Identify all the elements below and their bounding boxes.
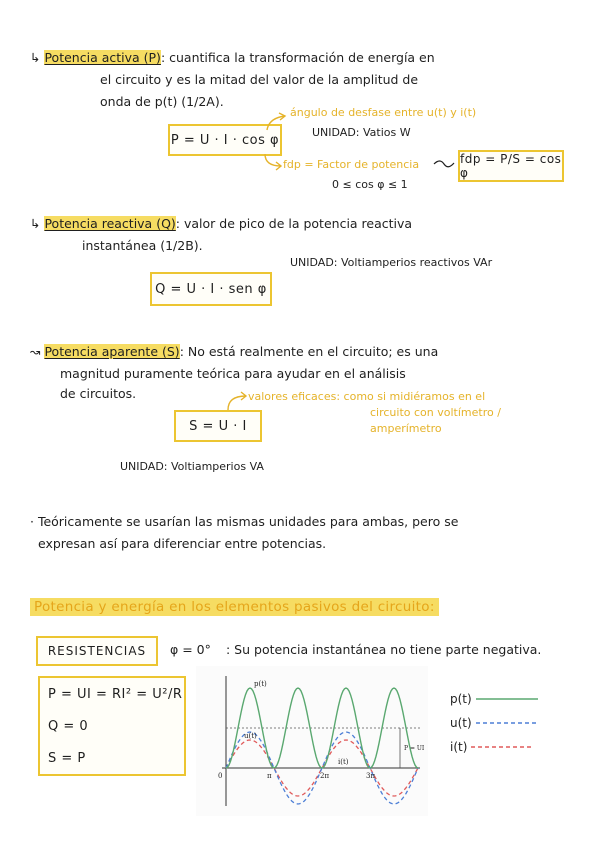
s2-formula-box	[150, 272, 272, 306]
s3-eff-note2: circuito con voltímetro /	[370, 406, 501, 419]
s2-unit: UNIDAD: Voltiamperios reactivos VAr	[290, 256, 493, 269]
s3-line1	[30, 344, 438, 359]
s1-line3: onda de p(t) (1/2A).	[100, 94, 224, 109]
legend-u-label: u(t)	[450, 716, 472, 730]
s4-phi: φ = 0°	[170, 642, 211, 657]
s3-formula-box	[174, 410, 262, 442]
graph-label-u: u(t)	[244, 732, 257, 740]
graph-tick-3pi: 3π	[366, 772, 376, 780]
s4-formulas-box	[38, 676, 186, 776]
graph-label-p: p(t)	[254, 680, 267, 688]
s1-term: Potencia activa (P)	[44, 50, 161, 65]
s1-fdp-box	[458, 150, 564, 182]
s1-arrow: ↳	[30, 50, 41, 65]
legend-i-line	[471, 744, 533, 750]
s4-desc: : Su potencia instantánea no tiene parte negativa.	[226, 642, 542, 657]
legend-i	[450, 740, 533, 754]
s2-arrow: ↳	[30, 216, 41, 231]
legend-u	[450, 716, 538, 730]
s4-formula-q: Q = 0	[48, 718, 89, 734]
s2-line2: instantánea (1/2B).	[82, 238, 203, 253]
legend-u-line	[476, 720, 538, 726]
legend-p	[450, 692, 538, 706]
graph-label-pui: P = UI	[404, 745, 425, 752]
s3-term: Potencia aparente (S)	[44, 344, 180, 359]
s2-text1: : valor de pico de la potencia reactiva	[175, 216, 413, 231]
note-line1: · Teóricamente se usarían las mismas unidades para ambas, pero se	[30, 514, 459, 529]
power-graph	[196, 666, 428, 816]
s3-line2: magnitud puramente teórica para ayudar en el análisis	[60, 366, 406, 381]
graph-tick-2pi: 2π	[320, 772, 330, 780]
s3-unit: UNIDAD: Voltiamperios VA	[120, 460, 264, 473]
s1-fdp-formula: fdp = P/S = cos φ	[460, 152, 562, 180]
s3-text1: : No está realmente en el circuito; es una	[179, 344, 439, 359]
s4-label: RESISTENCIAS	[47, 644, 147, 658]
legend-p-line	[476, 696, 538, 702]
graph-label-i: i(t)	[338, 758, 349, 766]
s1-line1	[30, 50, 435, 65]
s2-line1	[30, 216, 412, 231]
s4-formula-p: P = UI = RI² = U²/R	[48, 686, 183, 702]
s3-formula: S = U · I	[189, 418, 247, 434]
s1-range: 0 ≤ cos φ ≤ 1	[332, 178, 408, 191]
legend-p-label: p(t)	[450, 692, 472, 706]
s3-arrow: ↝	[30, 344, 41, 359]
s3-line3: de circuitos.	[60, 386, 137, 401]
s1-formula: P = U · I · cos φ	[170, 132, 280, 148]
note-line2: expresan así para diferenciar entre potencias.	[38, 536, 327, 551]
s2-term: Potencia reactiva (Q)	[44, 216, 176, 231]
graph-tick-0: 0	[218, 772, 223, 780]
s1-fdp-arrow	[432, 156, 456, 170]
s1-line2: el circuito y es la mitad del valor de la amplitud de	[100, 72, 419, 87]
s4-formula-s: S = P	[48, 750, 86, 766]
s3-eff-note3: amperímetro	[370, 422, 442, 435]
s1-fdp-note: fdp = Factor de potencia	[283, 158, 420, 171]
graph-tick-pi: π	[267, 772, 272, 780]
legend-i-label: i(t)	[450, 740, 468, 754]
s2-formula: Q = U · I · sen φ	[155, 281, 267, 297]
s4-heading: Potencia y energía en los elementos pasivos del circuito:	[30, 598, 439, 616]
s4-label-box	[36, 636, 158, 666]
s3-eff-note1: valores eficaces: como si midiéramos en el	[248, 390, 486, 403]
s1-angle-note: ángulo de desfase entre u(t) y i(t)	[290, 106, 477, 119]
s1-unit: UNIDAD: Vatios W	[312, 126, 411, 139]
s1-text1: : cuantifica la transformación de energía en	[160, 50, 435, 65]
